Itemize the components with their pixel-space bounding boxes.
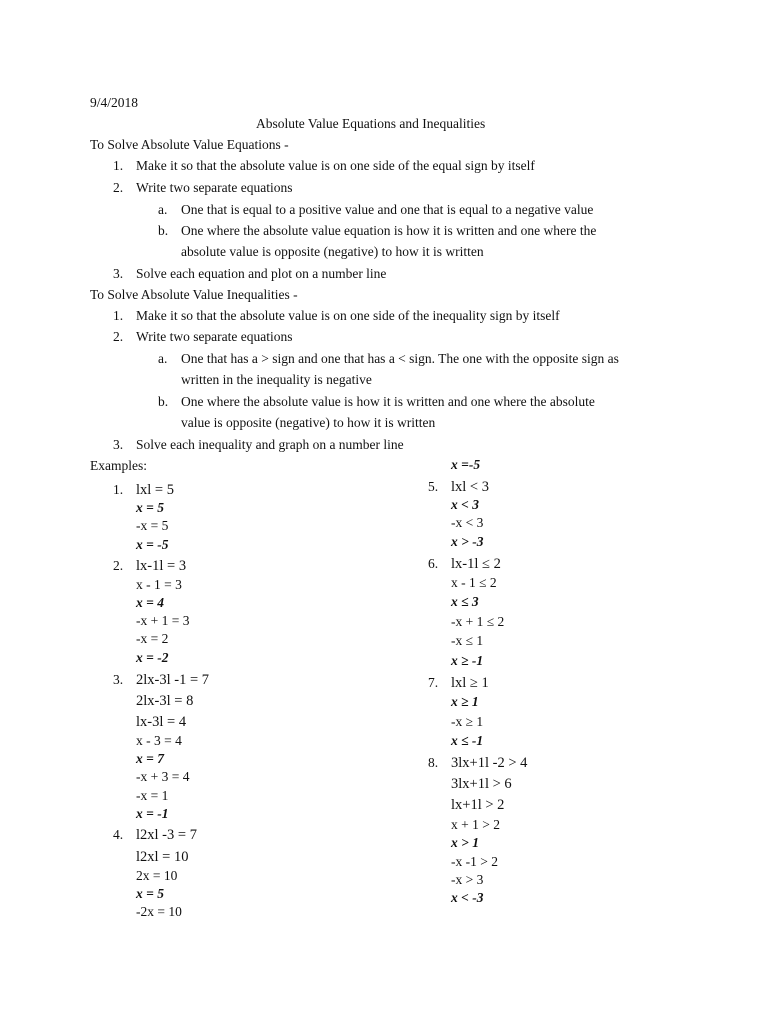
- ineq-substep-b-letter: b.: [158, 394, 169, 409]
- eq-step1-number: 1.: [113, 158, 124, 173]
- ineq-substep-a-letter: a.: [158, 351, 168, 366]
- example-6-line: -x ≤ 1: [451, 633, 484, 648]
- example-8-line: -x -1 > 2: [451, 854, 498, 869]
- ineq-step3-number: 3.: [113, 437, 124, 452]
- example-2-line: x = -2: [136, 650, 169, 665]
- eq-substep-b-line1: One where the absolute value equation is how it is written and one where the: [181, 223, 597, 238]
- example-6-line: x ≤ 3: [451, 594, 479, 609]
- example-2-line: x = 4: [136, 595, 164, 610]
- example-8-number: 8.: [428, 755, 439, 770]
- inequalities-heading: To Solve Absolute Value Inequalities -: [90, 287, 298, 302]
- ineq-step1-text: Make it so that the absolute value is on one side of the inequality sign by itself: [136, 308, 560, 323]
- eq-step1-text: Make it so that the absolute value is on one side of the equal sign by itself: [136, 158, 535, 173]
- ineq-step1-number: 1.: [113, 308, 124, 323]
- example-5-line: lxl < 3: [451, 479, 489, 495]
- example-4-line: 2x = 10: [136, 868, 178, 883]
- example-7-line: x ≥ 1: [451, 694, 479, 709]
- eq-step3-text: Solve each equation and plot on a number line: [136, 266, 387, 281]
- example-3-line: x = 7: [136, 751, 164, 766]
- ineq-substep-b-line1: One where the absolute value is how it is written and one where the absolute: [181, 394, 595, 409]
- example-5-number: 5.: [428, 479, 439, 494]
- example-1-line: x = 5: [136, 500, 164, 515]
- example-3-line: x = -1: [136, 806, 169, 821]
- example-6-line: lx-1l ≤ 2: [451, 556, 501, 572]
- example-3-line: -x + 3 = 4: [136, 769, 190, 784]
- example-8-line: 3lx+1l > 6: [451, 776, 512, 792]
- example-2-line: -x = 2: [136, 631, 169, 646]
- eq-substep-a-text: One that is equal to a positive value and one that is equal to a negative value: [181, 202, 594, 217]
- example-7-number: 7.: [428, 675, 439, 690]
- example-8-line: x + 1 > 2: [451, 817, 500, 832]
- ineq-step3-text: Solve each inequality and graph on a number line: [136, 437, 404, 452]
- example-3-line: -x = 1: [136, 788, 169, 803]
- examples-label: Examples:: [90, 458, 147, 473]
- example-1-line: -x = 5: [136, 518, 169, 533]
- ineq-substep-a-line2: written in the inequality is negative: [181, 372, 372, 387]
- example-4-line: -2x = 10: [136, 904, 182, 919]
- carry-over-solution: x =-5: [451, 457, 481, 472]
- example-8-line: lx+1l > 2: [451, 797, 505, 813]
- ineq-step2-number: 2.: [113, 329, 124, 344]
- date: 9/4/2018: [90, 95, 139, 110]
- eq-substep-a-letter: a.: [158, 202, 168, 217]
- example-4-line: x = 5: [136, 886, 164, 901]
- example-7-line: -x ≥ 1: [451, 714, 484, 729]
- example-1-number: 1.: [113, 482, 124, 497]
- example-7-line: lxl ≥ 1: [451, 675, 489, 691]
- example-6-line: x - 1 ≤ 2: [451, 575, 497, 590]
- example-3-number: 3.: [113, 672, 124, 687]
- eq-step2-number: 2.: [113, 180, 124, 195]
- eq-substep-b-line2: absolute value is opposite (negative) to how it is written: [181, 244, 484, 259]
- example-8-line: -x > 3: [451, 872, 484, 887]
- example-6-number: 6.: [428, 556, 439, 571]
- example-3-line: x - 3 = 4: [136, 733, 182, 748]
- example-3-line: lx-3l = 4: [136, 714, 187, 730]
- example-3-line: 2lx-3l = 8: [136, 693, 194, 709]
- ineq-substep-b-line2: value is opposite (negative) to how it is written: [181, 415, 436, 430]
- example-8-line: x < -3: [451, 890, 484, 905]
- eq-step2-text: Write two separate equations: [136, 180, 293, 195]
- equations-heading: To Solve Absolute Value Equations -: [90, 137, 289, 152]
- example-5-line: -x < 3: [451, 515, 484, 530]
- example-5-line: x < 3: [451, 497, 479, 512]
- example-6-line: x ≥ -1: [451, 653, 484, 668]
- eq-step3-number: 3.: [113, 266, 124, 281]
- ineq-step2-text: Write two separate equations: [136, 329, 293, 344]
- example-6-line: -x + 1 ≤ 2: [451, 614, 505, 629]
- example-8-line: 3lx+1l -2 > 4: [451, 755, 528, 771]
- page-title: Absolute Value Equations and Inequalities: [256, 116, 486, 131]
- example-3-line: 2lx-3l -1 = 7: [136, 672, 210, 688]
- example-2-number: 2.: [113, 558, 124, 573]
- example-8-line: x > 1: [451, 835, 479, 850]
- example-7-line: x ≤ -1: [451, 733, 484, 748]
- example-1-line: lxl = 5: [136, 482, 174, 498]
- example-4-line: l2xl -3 = 7: [136, 827, 197, 843]
- example-4-line: l2xl = 10: [136, 849, 189, 865]
- example-2-line: -x + 1 = 3: [136, 613, 190, 628]
- example-2-line: lx-1l = 3: [136, 558, 187, 574]
- example-4-number: 4.: [113, 827, 124, 842]
- ineq-substep-a-line1: One that has a > sign and one that has a < sign. The one with the opposite sign as: [181, 351, 619, 366]
- example-2-line: x - 1 = 3: [136, 577, 182, 592]
- eq-substep-b-letter: b.: [158, 223, 169, 238]
- example-1-line: x = -5: [136, 537, 169, 552]
- example-5-line: x > -3: [451, 534, 484, 549]
